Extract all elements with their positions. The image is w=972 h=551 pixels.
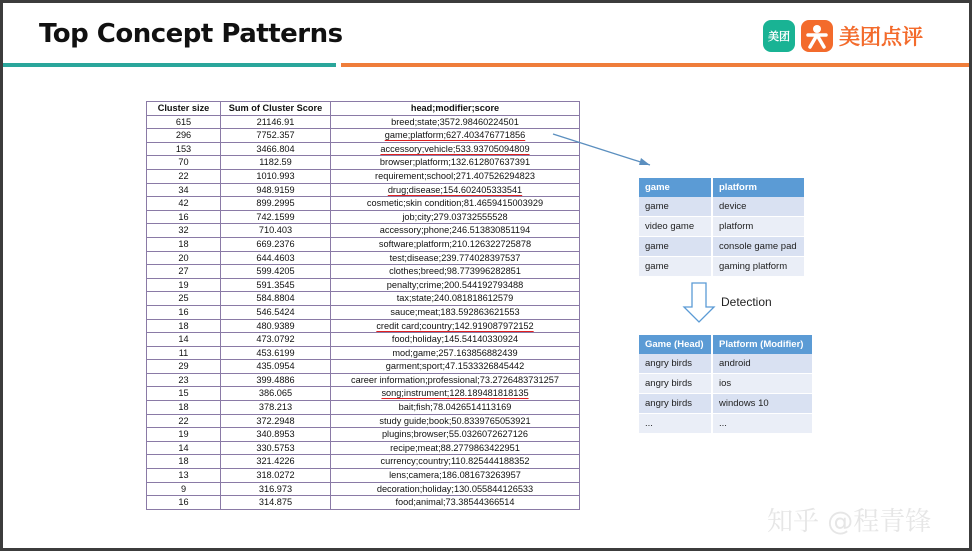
cell-pattern-text: drug;disease;154.602405333541 [387,184,523,195]
meituan-logo-icon: 美团 [763,20,795,52]
cell-cluster-size-text: 14 [178,334,189,345]
cell-sum-score-text: 435.0954 [256,361,295,372]
result-header-modifier: Platform (Modifier) [713,335,814,354]
cell-sum-score-text: 7752.357 [256,130,295,141]
cell-sum-score-text: 480.9389 [256,320,295,331]
cell-sum-score-text: 584.8804 [256,293,295,304]
column-header-cluster-size: Cluster size [147,102,221,116]
cell-cluster-size-text: 9 [180,483,187,494]
brand-name: 美团点评 [839,25,923,49]
cell-pattern-text: cosmetic;skin condition;81.4659415003929 [366,198,544,209]
cell-cluster-size-text: 22 [178,170,189,181]
cell-cluster-size-text: 11 [178,347,189,358]
pattern-head-cell: video game [639,217,713,237]
pattern-modifier-cell: platform [713,217,806,237]
result-modifier-cell: android [713,354,814,374]
result-modifier-cell: windows 10 [713,394,814,414]
pattern-head-cell: game [639,237,713,257]
cell-cluster-size-text: 19 [178,279,189,290]
cell-cluster-size-text: 22 [178,415,189,426]
down-arrow-icon [684,283,714,322]
cell-cluster-size-text: 615 [175,116,192,127]
cell-cluster-size-text: 42 [178,198,189,209]
cell-pattern-text: credit card;country;142.919087972152 [376,320,534,331]
cell-sum-score-text: 948.9159 [256,184,295,195]
cell-sum-score-text: 340.8953 [256,429,295,440]
cell-sum-score-text: 314.875 [258,497,293,508]
cell-sum-score-text: 330.5753 [256,442,295,453]
cell-pattern-text: mod;game;257.163856882439 [392,347,518,358]
cell-pattern-text: sauce;meat;183.592863621553 [390,306,520,317]
cell-cluster-size-text: 18 [178,456,189,467]
cell-sum-score-text: 599.4205 [256,266,295,277]
cell-sum-score-text: 1182.59 [259,157,292,168]
cell-pattern-text: job;city;279.03732555528 [402,211,508,222]
cell-cluster-size-text: 32 [178,225,189,236]
cell-cluster-size-text: 23 [178,374,189,385]
cell-sum-score-text: 3466.804 [256,143,295,154]
cell-cluster-size-text: 296 [175,130,192,141]
cell-pattern-text: accessory;phone;246.513830851194 [379,225,531,236]
result-header-head: Game (Head) [639,335,713,354]
cell-cluster-size-text: 18 [178,238,189,249]
result-head-cell: angry birds [639,394,713,414]
cell-pattern-text: browser;platform;132.612807637391 [379,157,531,168]
cell-cluster-size-text: 18 [178,402,189,413]
cell-sum-score-text: 644.4603 [256,252,295,263]
cell-pattern-text: plugins;browser;55.0326072627126 [381,429,529,440]
cell-sum-score-text: 742.1599 [256,211,295,222]
detection-label: Detection [721,295,772,309]
column-header-sum-score: Sum of Cluster Score [221,102,331,116]
cell-pattern-text: decoration;holiday;130.055844126533 [376,483,534,494]
cell-sum-score-text: 453.6199 [256,347,295,358]
cell-cluster-size-text: 29 [178,361,189,372]
cell-pattern-text: clothes;breed;98.773996282851 [389,266,521,277]
cell-cluster-size-text: 34 [178,184,189,195]
cell-pattern-text: bait;fish;78.0426514113169 [398,402,512,413]
pattern-modifier-cell: console game pad [713,237,806,257]
pattern-header-head: game [639,178,713,197]
cell-cluster-size-text: 16 [178,211,189,222]
cell-sum-score-text: 316.973 [258,483,293,494]
cell-cluster-size-text: 13 [178,470,189,481]
annotation-overlay [3,3,969,548]
pattern-header-modifier: platform [713,178,806,197]
cell-pattern-text: game;platform;627.403476771856 [384,130,526,141]
cell-sum-score-text: 899.2995 [256,198,295,209]
pattern-modifier-cell: gaming platform [713,257,806,277]
cell-sum-score-text: 399.4886 [256,374,295,385]
result-head-cell: ... [639,414,713,434]
cell-cluster-size-text: 70 [178,157,189,168]
pattern-modifier-cell: device [713,197,806,217]
cell-sum-score-text: 318.0272 [256,470,295,481]
cell-pattern-text: food;holiday;145.54140330924 [391,334,519,345]
watermark: 知乎 @程青锋 [767,507,932,537]
result-modifier-cell: ios [713,374,814,394]
cell-pattern-text: song;instrument;128.189481818135 [381,388,529,399]
result-head-cell: angry birds [639,374,713,394]
cell-cluster-size-text: 19 [178,429,189,440]
cell-pattern-text: penalty;crime;200.544192793488 [386,279,524,290]
cell-pattern-text: food;animal;73.38544366514 [395,497,515,508]
cell-cluster-size-text: 15 [178,388,189,399]
cell-pattern-text: garment;sport;47.1533326845442 [385,361,525,372]
cell-sum-score-text: 546.5424 [256,306,295,317]
cell-cluster-size-text: 16 [178,306,189,317]
cell-sum-score-text: 710.403 [258,225,293,236]
slide-title: Top Concept Patterns [39,19,343,49]
cell-sum-score-text: 372.2948 [256,415,295,426]
cell-sum-score-text: 378.213 [258,402,293,413]
cell-pattern-text: currency;country;110.825444188352 [380,456,530,467]
cell-cluster-size-text: 18 [178,320,189,331]
cell-cluster-size-text: 16 [178,497,189,508]
result-modifier-cell: ... [713,414,814,434]
result-head-cell: angry birds [639,354,713,374]
cell-sum-score-text: 321.4226 [256,456,295,467]
slide [3,3,969,548]
cell-pattern-text: test;disease;239.774028397537 [389,252,521,263]
cell-sum-score-text: 21146.91 [256,116,295,127]
cell-sum-score-text: 473.0792 [256,334,295,345]
cell-pattern-text: accessory;vehicle;533.93705094809 [380,143,530,154]
pattern-head-cell: game [639,197,713,217]
cell-pattern-text: recipe;meat;88.2779863422951 [390,442,520,453]
cell-cluster-size-text: 14 [178,442,189,453]
column-header-pattern: head;modifier;score [331,102,580,116]
pointer-arrowhead [639,158,650,165]
cell-cluster-size-text: 25 [178,293,189,304]
cell-pattern-text: study guide;book;50.8339765053921 [379,415,531,426]
cell-cluster-size-text: 153 [175,143,192,154]
cell-pattern-text: breed;state;3572.98460224501 [391,116,519,127]
cell-pattern-text: tax;state;240.081818612579 [396,293,514,304]
cell-cluster-size-text: 20 [178,252,189,263]
cell-cluster-size-text: 27 [178,266,189,277]
cell-sum-score-text: 386.065 [258,388,293,399]
cell-sum-score-text: 591.3545 [256,279,295,290]
pattern-head-cell: game [639,257,713,277]
cell-pattern-text: software;platform;210.126322725878 [378,238,532,249]
cell-pattern-text: lens;camera;186.081673263957 [389,470,521,481]
cell-sum-score-text: 1010.993 [256,170,295,181]
cell-pattern-text: career information;professional;73.2726483731257 [351,374,559,385]
cell-pattern-text: requirement;school;271.407526294823 [375,170,535,181]
pointer-arrow [553,134,650,165]
cell-sum-score-text: 669.2376 [256,238,295,249]
